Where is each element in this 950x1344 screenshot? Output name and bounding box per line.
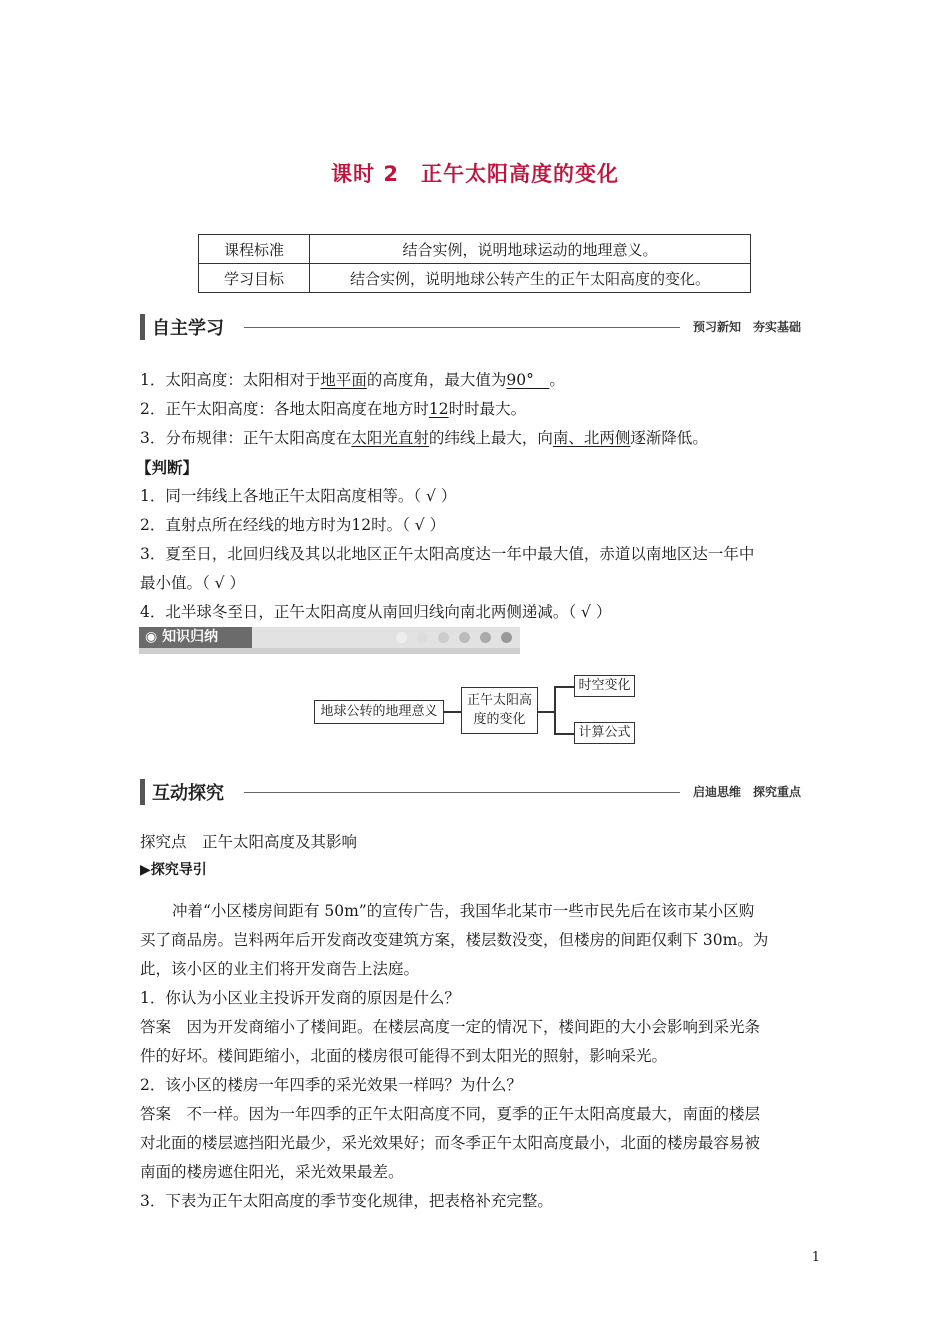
diagram-root-box: 地球公转的地理意义: [314, 700, 444, 724]
explore-point: 探究点 正午太阳高度及其影响: [140, 833, 358, 851]
table-cell-value: 结合实例，说明地球运动的地理意义。: [310, 235, 751, 264]
judge-item: 2．直射点所在经线的地方时为12时。（ √ ）: [140, 516, 446, 534]
section-label: 互动探究: [152, 783, 224, 804]
dot-icon: [501, 632, 512, 643]
answer-line: 答案 不一样。因为一年四季的正午太阳高度不同，夏季的正午太阳高度最大，南面的楼层: [140, 1105, 761, 1123]
judge-item: 4．北半球冬至日，正午太阳高度从南回归线向南北两侧递减。（ √ ）: [140, 603, 612, 621]
connector: [538, 711, 554, 713]
question-line: 3．下表为正午太阳高度的季节变化规律，把表格补充完整。: [140, 1192, 553, 1210]
answer-underline: 太阳光直射: [351, 429, 429, 447]
dot-icon: [480, 632, 491, 643]
dot-icon: [438, 632, 449, 643]
diagram-branch-box: 计算公式: [574, 722, 635, 744]
answer-underline: 地平面: [320, 371, 367, 389]
point-2: [140, 395, 812, 424]
table-cell-key: 课程标准: [199, 235, 310, 264]
answer-underline: 南、北两侧: [552, 429, 631, 447]
text: 1．太阳高度：太阳相对于: [140, 371, 321, 389]
connector: [554, 733, 574, 735]
answer-line: 答案 因为开发商缩小了楼间距。在楼层高度一定的情况下，楼间距的大小会影响到采光条: [140, 1018, 761, 1036]
explore-guide: ▶探究导引: [140, 862, 207, 878]
point-3: [140, 424, 812, 453]
diagram-middle-line: 正午太阳高: [466, 693, 532, 708]
point-1: [140, 366, 812, 395]
knowledge-summary-band: [139, 625, 520, 657]
knowledge-label: ◉ 知识归纳: [139, 627, 252, 648]
text: 时时最大。: [448, 400, 527, 418]
text: 的纬线上最大，向: [428, 429, 553, 447]
judge-item: 最小值。（ √ ）: [140, 574, 245, 592]
judge-item: 3．夏至日，北回归线及其以北地区正午太阳高度达一年中最大值，赤道以南地区达一年中: [140, 545, 755, 563]
section-subtitle: 预习新知 夯实基础: [693, 320, 802, 334]
table-row: [199, 264, 751, 293]
diagram-branch-box: 时空变化: [574, 675, 635, 697]
paragraph-line: 此，该小区的业主们将开发商告上法庭。: [140, 960, 420, 978]
answer-line: 件的好坏。楼间距缩小，北面的楼房很可能得不到太阳光的照射，影响采光。: [140, 1047, 668, 1065]
dot-icon: [417, 632, 428, 643]
table-cell-value: 结合实例，说明地球公转产生的正午太阳高度的变化。: [310, 264, 751, 293]
answer-underline: 90°: [506, 371, 550, 389]
answer-line: 南面的楼房遮住阳光，采光效果最差。: [140, 1163, 404, 1181]
section-rule: [244, 327, 680, 328]
connector: [554, 686, 556, 734]
answer-underline: 12: [428, 400, 449, 418]
connector: [444, 711, 462, 713]
section-subtitle: 启迪思维 探究重点: [693, 785, 802, 799]
text: 。: [549, 371, 565, 389]
judge-item: 1．同一纬线上各地正午太阳高度相等。（ √ ）: [140, 487, 457, 505]
text: 逐渐降低。: [630, 429, 708, 447]
page-number: 1: [811, 1250, 820, 1265]
paragraph-line: 冲着“小区楼房间距有 50m”的宣传广告，我国华北某市一些市民先后在该市某小区购: [172, 902, 755, 920]
section-bar: [140, 779, 145, 805]
page-title: 课时 2 正午太阳高度的变化: [331, 162, 619, 186]
table-row: [199, 235, 751, 264]
connector: [554, 686, 574, 688]
section-rule: [244, 792, 680, 793]
curriculum-table: [198, 234, 751, 293]
paragraph-line: 买了商品房。岂料两年后开发商改变建筑方案，楼层数没变，但楼房的间距仅剩下 30m。为: [140, 931, 769, 949]
table-cell-key: 学习目标: [199, 264, 310, 293]
question-line: 1．你认为小区业主投诉开发商的原因是什么？: [140, 989, 460, 1007]
dot-icon: [459, 632, 470, 643]
dot-icon: [396, 632, 407, 643]
section-bar: [140, 314, 145, 340]
diagram-middle-box: [461, 687, 538, 734]
text: 的高度角，最大值为: [366, 371, 507, 389]
section-header-self-study: [140, 314, 812, 340]
text: 3．分布规律：正午太阳高度在: [140, 429, 352, 447]
judge-label: 【判断】: [136, 458, 199, 477]
section-header-interactive: [140, 779, 812, 805]
diagram-middle-line: 度的变化: [473, 712, 526, 727]
text: 2．正午太阳高度：各地太阳高度在地方时: [140, 400, 429, 418]
section-label: 自主学习: [152, 318, 224, 339]
answer-line: 对北面的楼层遮挡阳光最少，采光效果好；而冬季正午太阳高度最小，北面的楼房最容易被: [140, 1134, 761, 1152]
question-line: 2．该小区的楼房一年四季的采光效果一样吗？为什么？: [140, 1076, 522, 1094]
band-shadow: [139, 648, 520, 654]
